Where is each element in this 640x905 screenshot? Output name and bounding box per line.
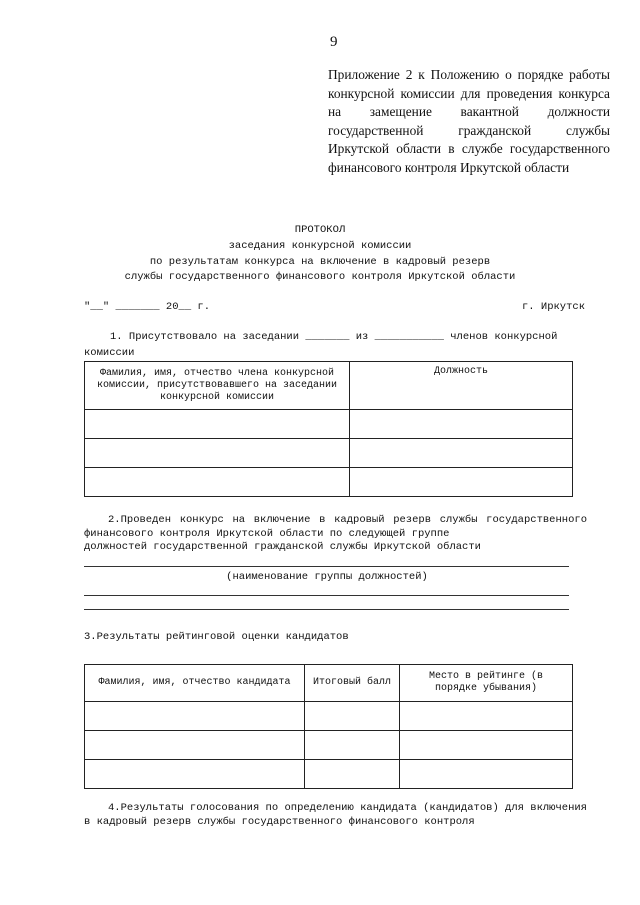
protocol-subtitle-2: по результатам конкурса на включение в кадровый резерв <box>149 256 491 268</box>
protocol-title: ПРОТОКОЛ <box>294 224 346 236</box>
section-2-last-line: должностей государственной гражданской службы Иркутской области <box>84 541 481 553</box>
table-cell <box>85 702 305 731</box>
section-2-text: 2.Проведен конкурс на включение в кадровый резерв службы государственного финансового контроля Иркутской области по следующей группе <box>84 514 587 540</box>
table-cell <box>85 439 350 468</box>
table-header-row <box>85 665 573 702</box>
table-row <box>85 410 573 439</box>
header-total-score: Итоговый балл <box>305 665 400 702</box>
section-1-text: 1. Присутствовало на заседании _______ из ___________ членов конкурсной <box>110 331 558 343</box>
page-number: 9 <box>330 34 338 50</box>
date-line: "__" _______ 20__ г. <box>84 301 211 313</box>
table-cell <box>350 410 573 439</box>
table-row <box>85 731 573 760</box>
fill-in-line <box>84 566 569 567</box>
table-cell <box>85 468 350 497</box>
section-1-continuation: комиссии <box>84 347 135 359</box>
section-4-text: 4.Результаты голосования по определению кандидата (кандидатов) для включения в кадровый резерв службы государственного финансового контроля <box>84 802 587 828</box>
table-cell <box>305 702 400 731</box>
table-row <box>85 702 573 731</box>
table-cell <box>350 468 573 497</box>
table-cell <box>400 731 573 760</box>
table-cell <box>400 760 573 789</box>
table-cell <box>85 410 350 439</box>
fill-in-line <box>84 609 569 610</box>
rating-table <box>84 664 573 789</box>
appendix-note: Приложение 2 к Положению о порядке работы конкурсной комиссии для проведения конкурса на замещение вакантной должности государственной гражданской службы Иркутской области в службе государственного финансового контроля Иркутской области <box>328 67 610 175</box>
city: г. Иркутск <box>521 301 585 313</box>
header-candidate-name: Фамилия, имя, отчество кандидата <box>85 665 305 702</box>
protocol-subtitle-1: заседания конкурсной комиссии <box>228 240 412 252</box>
attendees-table <box>84 361 573 497</box>
fill-in-line <box>84 595 569 596</box>
table-cell <box>400 702 573 731</box>
table-cell <box>85 731 305 760</box>
protocol-subtitle-3: службы государственного финансового контроля Иркутской области <box>124 271 516 283</box>
table-cell <box>305 760 400 789</box>
section-3-title: 3.Результаты рейтинговой оценки кандидатов <box>84 631 349 643</box>
section-2-caption: (наименование группы должностей) <box>226 571 428 583</box>
table-cell <box>305 731 400 760</box>
table-header-row <box>85 362 573 410</box>
table-cell <box>350 439 573 468</box>
table-row <box>85 439 573 468</box>
table-row <box>85 468 573 497</box>
table-cell <box>85 760 305 789</box>
header-attendee-name: Фамилия, имя, отчество члена конкурсной комиссии, присутствовавшего на заседании конкурсной комиссии <box>85 362 350 410</box>
header-rating-place: Место в рейтинге (в порядке убывания) <box>400 665 573 702</box>
table-row <box>85 760 573 789</box>
header-position: Должность <box>350 362 573 410</box>
